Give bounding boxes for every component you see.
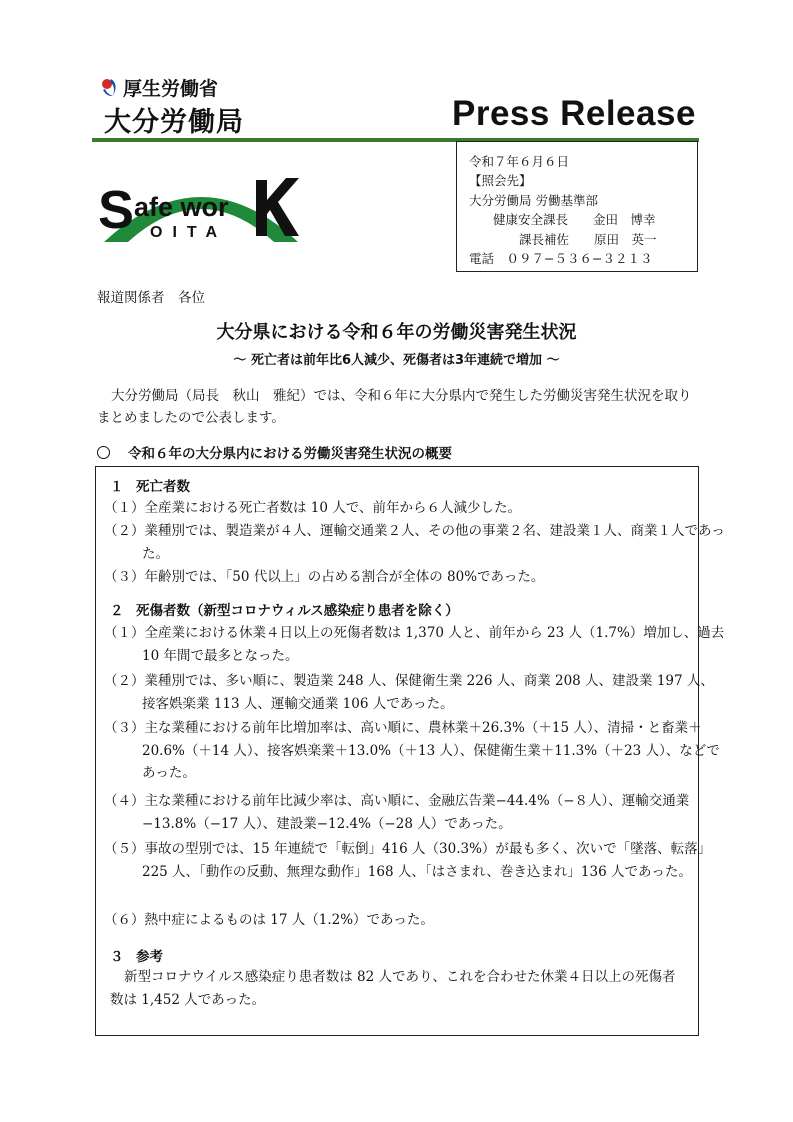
list-item: （５）事故の型別では、15 年連続で「転倒」416 人（30.3%）が最も多く、次いで「墜落、転落」225 人、「動作の反動、無理な動作」168 人、「はさまれ、巻き込まれ」136 人であった。: [104, 841, 712, 880]
list-item: （３）年齢別では、「50 代以上」の占める割合が全体の 80%であった。: [104, 569, 545, 585]
summary-box: [95, 466, 725, 1036]
contact-person-1: 健康安全課長 金田 博幸: [493, 212, 656, 228]
list-item: （３）主な業種における前年比増加率は、高い順に、農林業＋26.3%（＋15 人）、清掃・と畜業＋20.6%（＋14 人）、接客娯楽業＋13.0%（＋13 人）、保健衛生業＋11.3%（＋23 人）、などであった。: [104, 720, 720, 782]
circle-bullet-icon: [97, 446, 110, 459]
intro-paragraph: 大分労働局（局長 秋山 雅紀）では、令和６年に大分県内で発生した労働災害発生状況を取りまとめましたので公表します。: [97, 388, 692, 426]
safe-work-oita-logo: [96, 158, 306, 244]
release-date: 令和７年６月６日: [469, 154, 570, 169]
section-number: １: [110, 479, 124, 495]
section-3-heading: [110, 945, 163, 965]
ministry-name: 厚生労働省: [123, 77, 219, 100]
section-1-heading: [110, 475, 190, 495]
document-title: 大分県における令和６年の労働災害発生状況: [216, 322, 577, 343]
list-item: （４）主な業種における前年比減少率は、高い順に、金融広告業−44.4%（−８人）、運輸交通業−13.8%（−17 人）、建設業−12.4%（−28 人）であった。: [104, 793, 690, 832]
bureau-name: 大分労働局: [104, 107, 244, 138]
summary-heading: [97, 442, 452, 462]
section-number: ２: [110, 603, 124, 619]
contact-dept: 大分労働局 労働基準部: [469, 192, 598, 208]
svg-text:S: S: [98, 180, 135, 240]
ministry-logo-icon: [100, 76, 120, 98]
reference-paragraph: 新型コロナウイルス感染症り患者数は 82 人であり、これを合わせた休業４日以上の死傷者数は 1,452 人であった。: [110, 969, 676, 1008]
logo-oita-text: OITA: [150, 224, 228, 241]
list-item: （２）業種別では、多い順に、製造業 248 人、保健衛生業 226 人、商業 208 人、建設業 197 人、接客娯楽業 113 人、運輸交通業 106 人であった。: [104, 673, 714, 712]
addressee: 報道関係者 各位: [97, 290, 205, 306]
list-item: （１）全産業における死亡者数は 10 人で、前年から６人減少した。: [104, 500, 521, 516]
contact-person-2: 課長補佐 原田 英一: [519, 231, 657, 247]
contact-heading: 【照会先】: [469, 173, 532, 189]
section-2-heading: [110, 599, 459, 619]
ministry-header: [100, 74, 218, 100]
contact-phone: 電話 ０９７−５３６−３２１３: [469, 251, 653, 267]
section-number: ３: [110, 949, 124, 965]
list-item: （１）全産業における休業４日以上の死傷者数は 1,370 人と、前年から 23 人（1.7%）増加し、過去 10 年間で最多となった。: [104, 625, 725, 664]
list-item: （６）熱中症によるものは 17 人（1.2%）であった。: [104, 912, 434, 928]
press-release-heading: Press Release: [452, 94, 696, 133]
section-title: 参考: [136, 949, 163, 965]
section-title: 死傷者数（新型コロナウィルス感染症り患者を除く）: [136, 603, 459, 619]
svg-text:afe wor: afe wor: [134, 192, 229, 222]
document-subtitle: 〜 死亡者は前年比6人減少、死傷者は3年連続で増加 〜: [233, 353, 560, 368]
summary-heading-text: 令和６年の大分県内における労働災害発生状況の概要: [128, 446, 452, 462]
section-title: 死亡者数: [136, 479, 190, 495]
contact-box: [456, 141, 698, 272]
list-item: （２）業種別では、製造業が４人、運輸交通業２人、その他の事業２名、建設業１人、商業１人であった。: [104, 523, 725, 562]
